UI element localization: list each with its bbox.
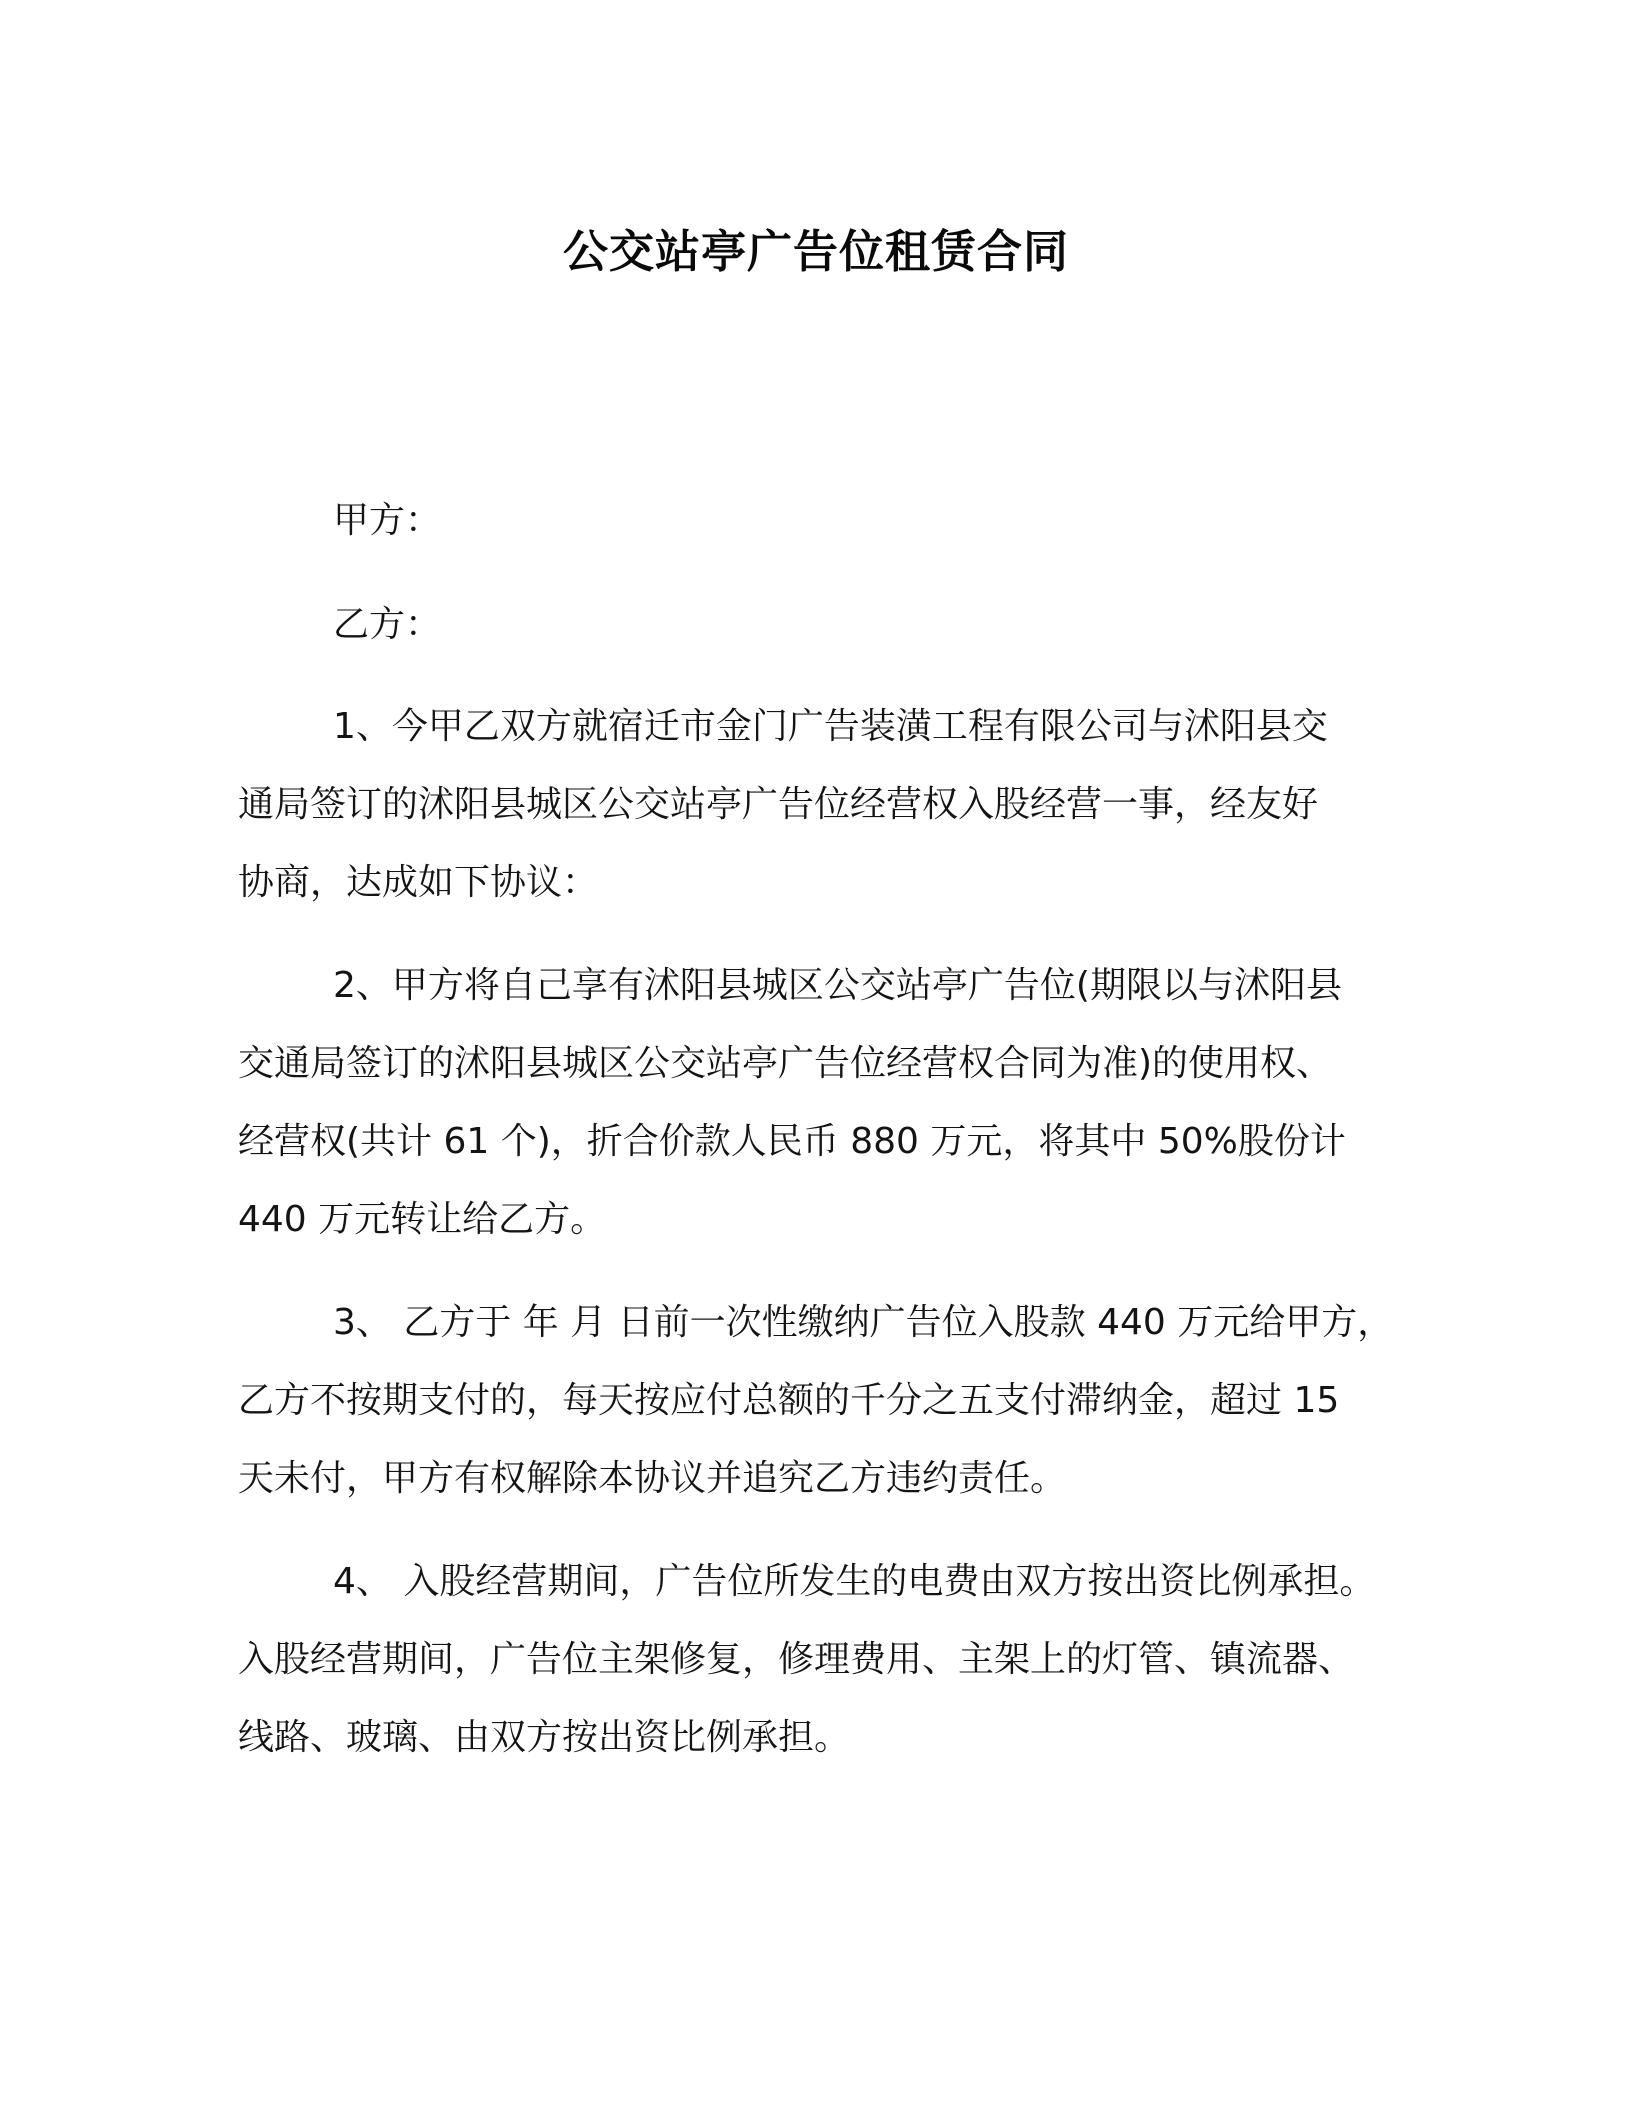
document-title: 公交站亭广告位租赁合同 xyxy=(562,225,1069,278)
clause-line: 经营权(共计 61 个)，折合价款人民币 880 万元，将其中 50%股份计 xyxy=(238,1121,1346,1162)
clause-line: 2、甲方将自己享有沭阳县城区公交站亭广告位(期限以与沭阳县 xyxy=(333,965,1342,1006)
party-a-label: 甲方： xyxy=(333,500,442,541)
clause-line: 4、 入股经营期间，广告位所发生的电费由双方按出资比例承担。 xyxy=(333,1561,1376,1602)
clause-line: 通局签订的沭阳县城区公交站亭广告位经营权入股经营一事，经友好 xyxy=(238,784,1319,825)
clause-line: 交通局签订的沭阳县城区公交站亭广告位经营权合同为准)的使用权、 xyxy=(238,1043,1333,1084)
clause-2 xyxy=(238,947,1388,1259)
clause-line: 入股经营期间，广告位主架修复，修理费用、主架上的灯管、镇流器、 xyxy=(238,1639,1355,1680)
clause-line: 1、今甲乙双方就宿迁市金门广告装潢工程有限公司与沭阳县交 xyxy=(333,706,1328,747)
clause-line: 天未付，甲方有权解除本协议并追究乙方违约责任。 xyxy=(238,1458,1067,1499)
clause-line: 线路、玻璃、由双方按出资比例承担。 xyxy=(238,1717,851,1758)
clause-line: 乙方不按期支付的，每天按应付总额的千分之五支付滞纳金，超过 15 xyxy=(238,1380,1340,1421)
clause-line: 440 万元转让给乙方。 xyxy=(238,1199,607,1240)
clause-line: 协商，达成如下协议： xyxy=(238,862,599,903)
party-b-label: 乙方： xyxy=(333,604,442,645)
clause-3 xyxy=(238,1284,1394,1518)
clause-4 xyxy=(238,1543,1388,1777)
clause-1 xyxy=(238,688,1388,922)
clause-line: 3、 乙方于 年 月 日前一次性缴纳广告位入股款 440 万元给甲方， xyxy=(333,1302,1394,1343)
